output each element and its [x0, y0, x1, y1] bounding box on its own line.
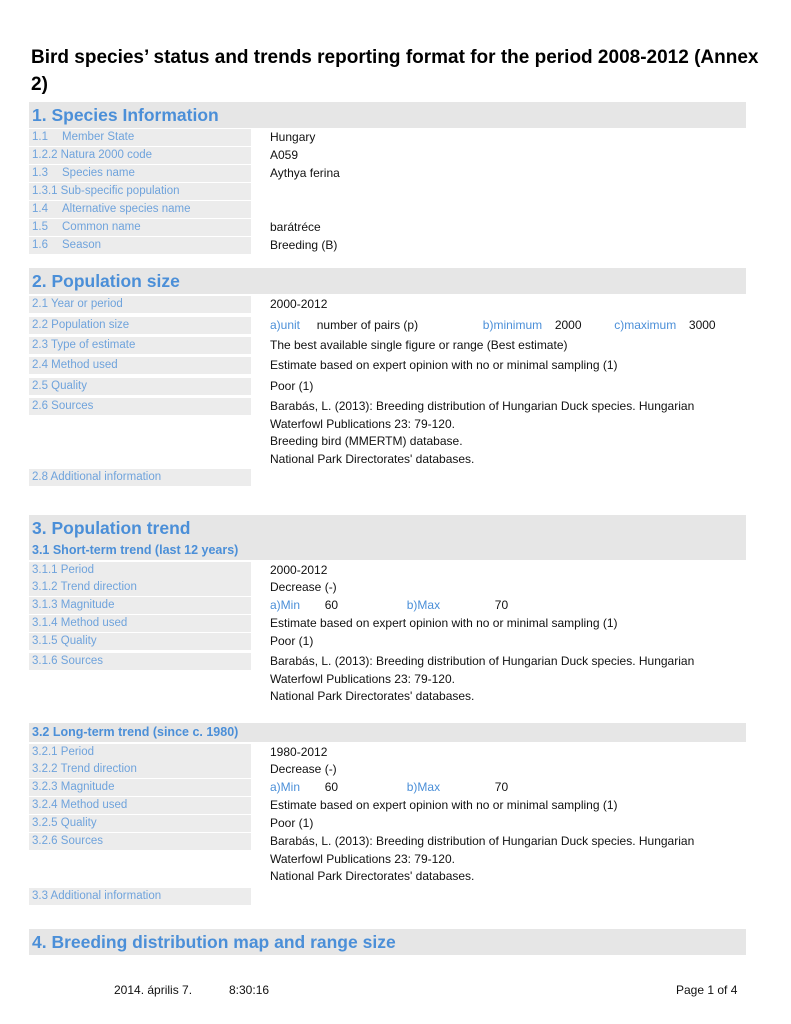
sources-line: National Park Directorates' databases. [270, 869, 475, 883]
value-year-or-period: 2000-2012 [270, 297, 328, 311]
label-sub-specific-population: 1.3.1 Sub-specific population [29, 183, 251, 200]
unit-value: number of pairs (p) [316, 318, 419, 332]
maximum-value: 3000 [688, 318, 716, 332]
label-year-or-period: 2.1 Year or period [29, 296, 251, 313]
short-min-value: 60 [324, 598, 339, 612]
value-short-magnitude [270, 597, 508, 614]
short-max-label: b)Max [406, 598, 441, 612]
value-sources [270, 398, 740, 468]
label-short-magnitude: 3.1.3 Magnitude [29, 597, 251, 614]
value-member-state: Hungary [270, 130, 316, 144]
label-long-trend-direction: 3.2.2 Trend direction [29, 761, 251, 778]
value-short-trend-direction: Decrease (-) [270, 580, 337, 594]
value-quality: Poor (1) [270, 379, 314, 393]
value-short-method-used: Estimate based on expert opinion with no or minimal sampling (1) [270, 616, 618, 630]
label-long-method-used: 3.2.4 Method used [29, 797, 251, 814]
label-section3-additional-information: 3.3 Additional information [29, 888, 251, 905]
label-natura-code: 1.2.2 Natura 2000 code [29, 147, 251, 164]
value-long-magnitude [270, 779, 508, 796]
value-long-sources [270, 833, 740, 886]
label-short-trend-direction: 3.1.2 Trend direction [29, 579, 251, 596]
sources-line: Barabás, L. (2013): Breeding distribution of Hungarian Duck species. Hungarian [270, 399, 695, 413]
sources-line: Breeding bird (MMERTM) database. [270, 434, 463, 448]
value-common-name: barátréce [270, 220, 321, 234]
section-3-heading: 3. Population trend [29, 515, 746, 541]
sources-line: Waterfowl Publications 23: 79-120. [270, 851, 455, 866]
document-title: Bird species’ status and trends reporting format for the period 2008-2012 (Annex 2) [31, 47, 759, 95]
label-method-used: 2.4 Method used [29, 357, 251, 374]
label-short-period: 3.1.1 Period [29, 562, 251, 579]
minimum-value: 2000 [554, 318, 582, 332]
section-4-heading: 4. Breeding distribution map and range size [29, 929, 746, 955]
label-short-method-used: 3.1.4 Method used [29, 615, 251, 632]
value-type-of-estimate: The best available single figure or range (Best estimate) [270, 338, 568, 352]
short-min-label: a)Min [270, 598, 301, 612]
short-term-trend-heading: 3.1 Short-term trend (last 12 years) [29, 541, 746, 560]
value-long-trend-direction: Decrease (-) [270, 762, 337, 776]
value-long-quality: Poor (1) [270, 816, 314, 830]
sources-line: National Park Directorates' databases. [270, 451, 475, 466]
sources-line: Barabás, L. (2013): Breeding distribution of Hungarian Duck species. Hungarian [270, 654, 695, 668]
label-short-sources: 3.1.6 Sources [29, 653, 251, 670]
value-method-used: Estimate based on expert opinion with no or minimal sampling (1) [270, 358, 618, 372]
footer-time: 8:30:16 [229, 983, 270, 997]
value-season: Breeding (B) [270, 238, 338, 252]
label-long-period: 3.2.1 Period [29, 744, 251, 761]
sources-line: National Park Directorates' databases. [270, 689, 475, 703]
long-max-label: b)Max [406, 780, 441, 794]
label-additional-information: 2.8 Additional information [29, 469, 251, 486]
value-short-sources [270, 653, 740, 706]
section-2-heading: 2. Population size [29, 268, 746, 294]
label-long-quality: 3.2.5 Quality [29, 815, 251, 832]
label-sources: 2.6 Sources [29, 398, 251, 415]
label-common-name: 1.5 Common name [29, 219, 251, 236]
value-species-name: Aythya ferina [270, 166, 340, 180]
sources-line: Waterfowl Publications 23: 79-120. [270, 671, 455, 686]
label-season: 1.6 Season [29, 237, 251, 254]
sources-line: Waterfowl Publications 23: 79-120. [270, 416, 455, 431]
label-long-sources: 3.2.6 Sources [29, 833, 251, 850]
sources-line: Barabás, L. (2013): Breeding distribution of Hungarian Duck species. Hungarian [270, 834, 695, 848]
long-min-label: a)Min [270, 780, 301, 794]
short-max-value: 70 [494, 598, 509, 612]
maximum-label: c)maximum [614, 318, 677, 332]
value-short-period: 2000-2012 [270, 563, 328, 577]
value-natura-code: A059 [270, 148, 299, 162]
value-short-quality: Poor (1) [270, 634, 314, 648]
label-short-quality: 3.1.5 Quality [29, 633, 251, 650]
label-quality: 2.5 Quality [29, 378, 251, 395]
footer-date: 2014. április 7. [114, 983, 193, 997]
value-long-period: 1980-2012 [270, 745, 328, 759]
long-term-trend-heading: 3.2 Long-term trend (since c. 1980) [29, 723, 746, 742]
label-long-magnitude: 3.2.3 Magnitude [29, 779, 251, 796]
section-1-heading: 1. Species Information [29, 102, 746, 128]
long-min-value: 60 [324, 780, 339, 794]
label-alternative-species-name: 1.4 Alternative species name [29, 201, 251, 218]
footer-page-number: Page 1 of 4 [676, 983, 738, 997]
minimum-label: b)minimum [482, 318, 543, 332]
label-species-name: 1.3 Species name [29, 165, 251, 182]
long-max-value: 70 [494, 780, 509, 794]
label-member-state: 1.1 Member State [29, 129, 251, 146]
value-population-size [270, 317, 716, 334]
value-long-method-used: Estimate based on expert opinion with no or minimal sampling (1) [270, 798, 618, 812]
label-population-size: 2.2 Population size [29, 317, 251, 334]
unit-label: a)unit [270, 318, 301, 332]
label-type-of-estimate: 2.3 Type of estimate [29, 337, 251, 354]
